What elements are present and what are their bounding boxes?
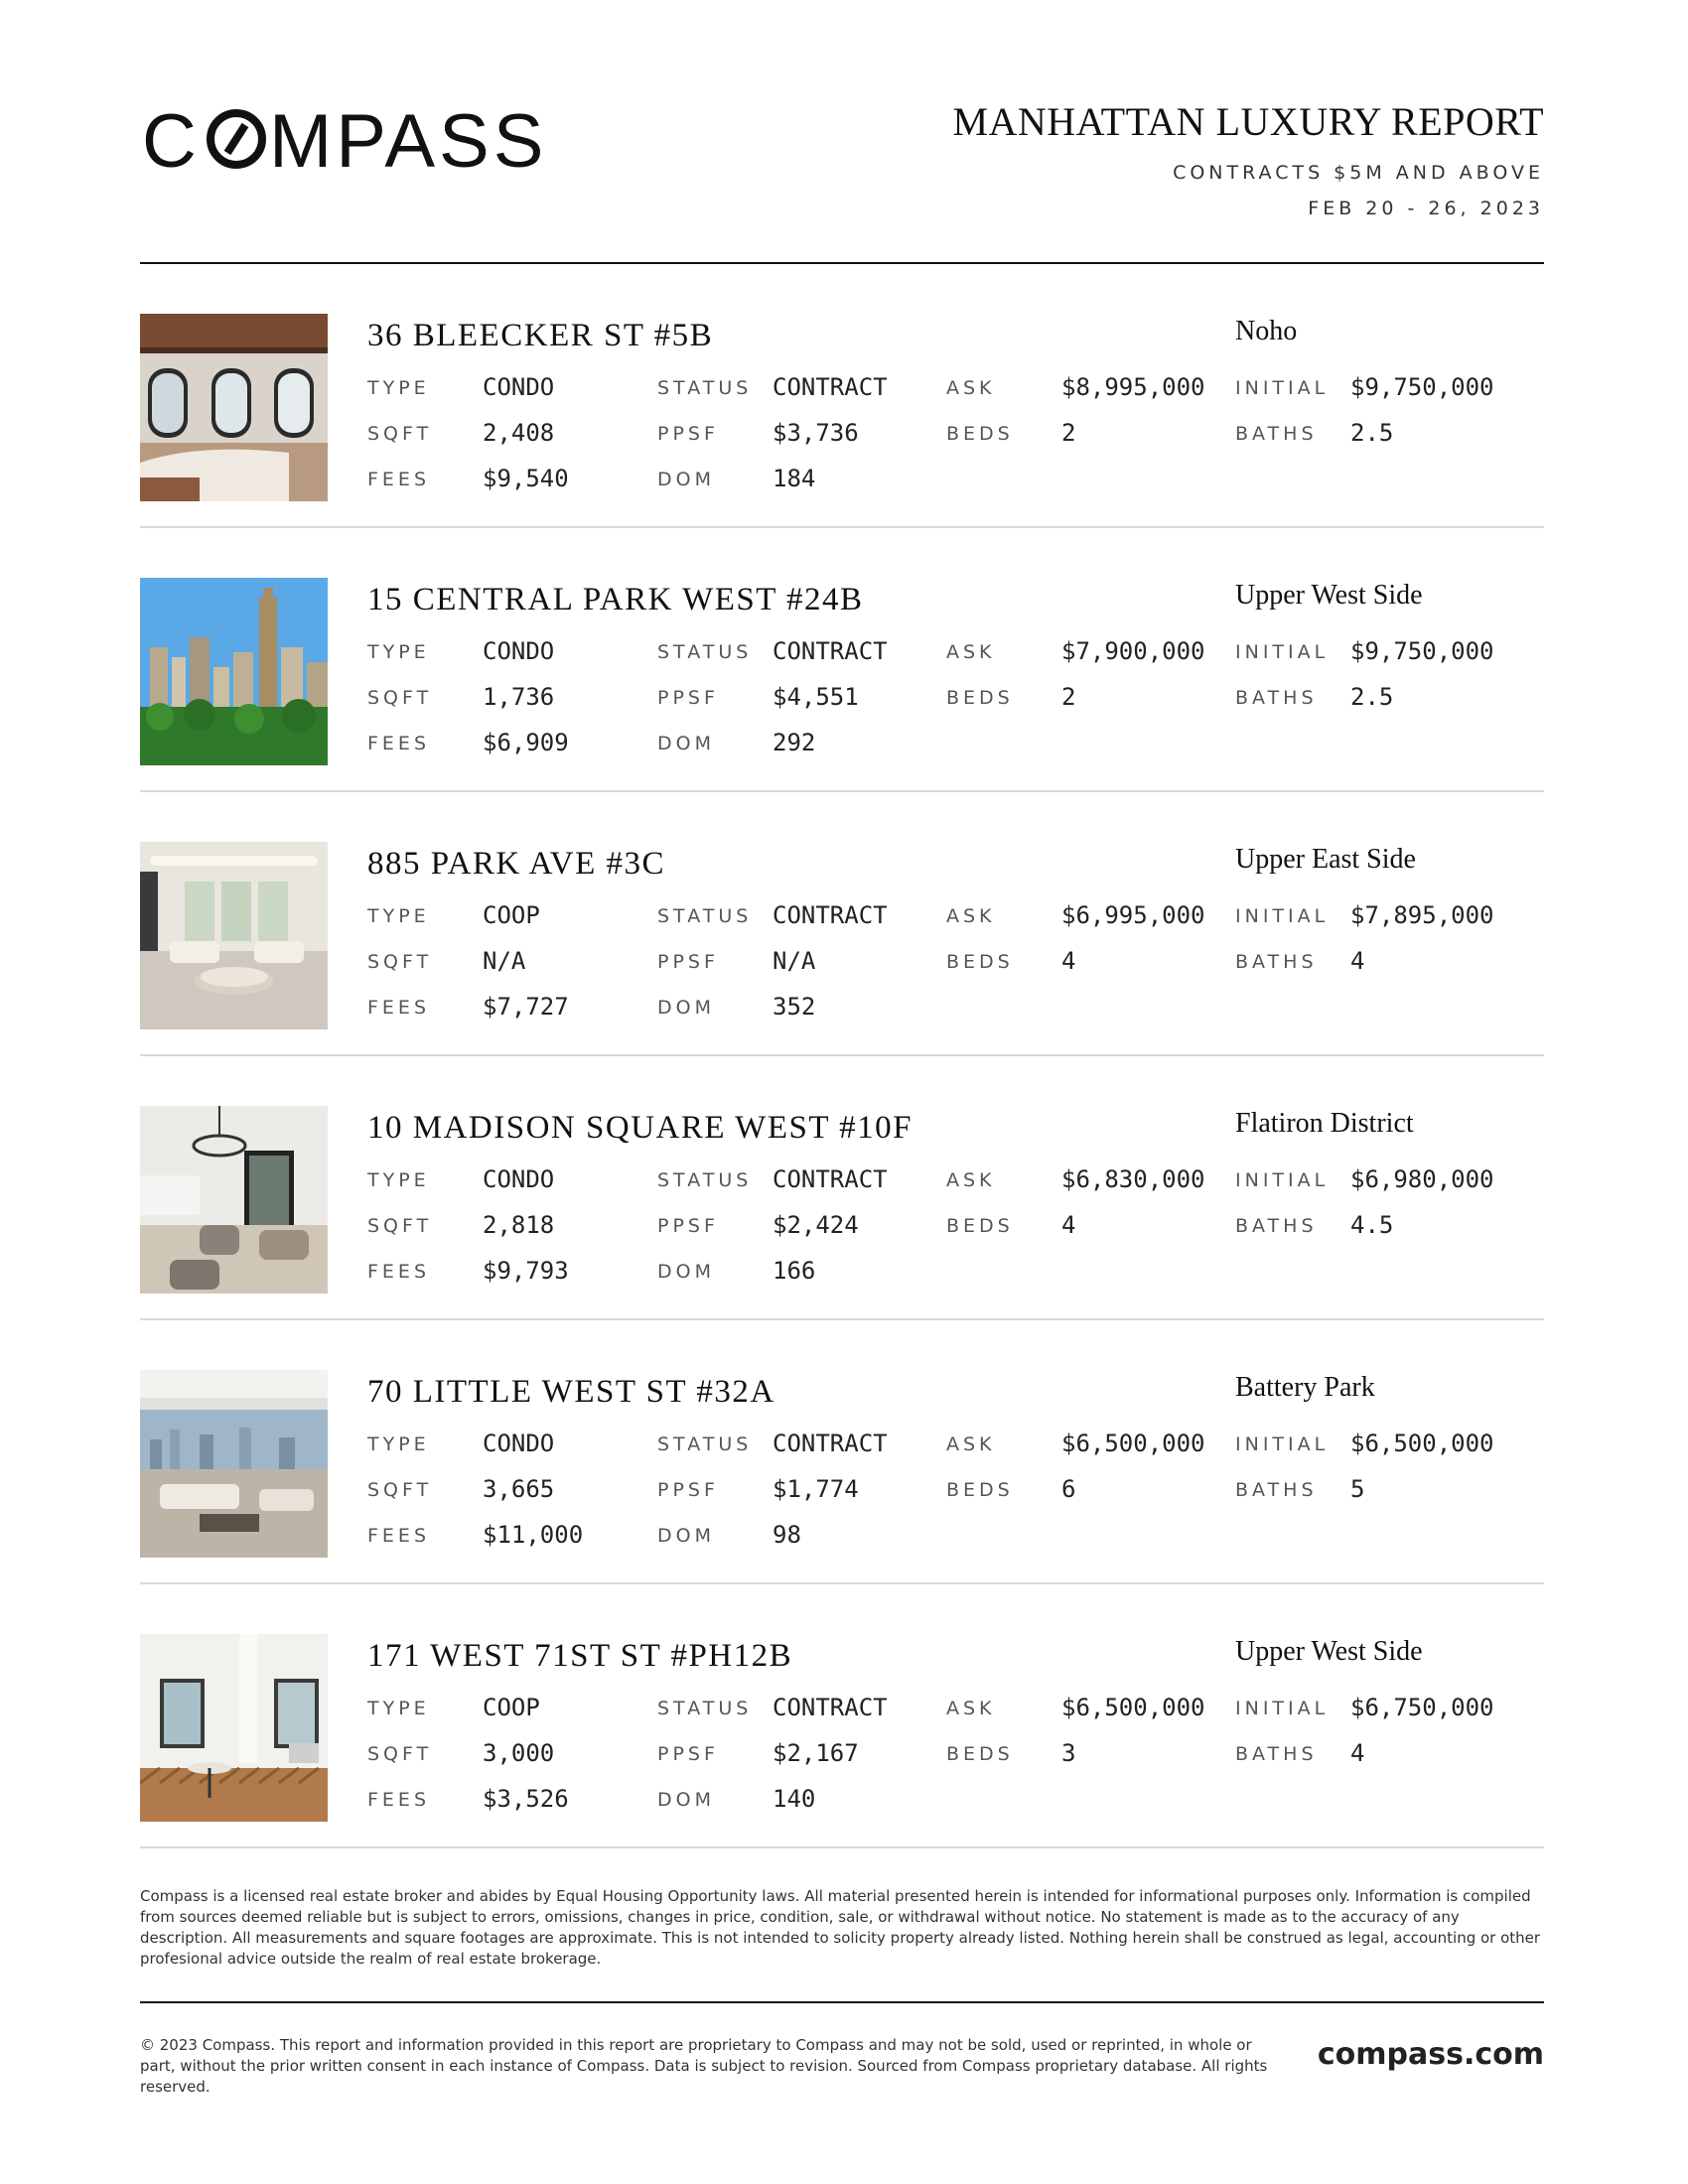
label-initial: INITIAL xyxy=(1235,1169,1330,1191)
value-fees: $7,727 xyxy=(483,993,569,1021)
listing-photo xyxy=(140,1106,328,1294)
listing-photo xyxy=(140,1634,328,1822)
value-dom: 184 xyxy=(773,465,816,492)
label-beds: BEDS xyxy=(946,1743,1014,1765)
value-dom: 292 xyxy=(773,729,816,756)
value-ask: $6,500,000 xyxy=(1061,1694,1205,1721)
value-ask: $7,900,000 xyxy=(1061,637,1205,665)
value-fees: $3,526 xyxy=(483,1785,569,1813)
value-dom: 352 xyxy=(773,993,816,1021)
value-sqft: 3,665 xyxy=(483,1475,555,1503)
label-dom: DOM xyxy=(657,1525,715,1547)
label-type: TYPE xyxy=(367,377,430,399)
label-ppsf: PPSF xyxy=(657,423,719,445)
value-status: CONTRACT xyxy=(773,901,888,929)
value-ppsf: $2,424 xyxy=(773,1211,859,1239)
listing-photo-image xyxy=(140,578,328,765)
label-ppsf: PPSF xyxy=(657,1479,719,1501)
label-type: TYPE xyxy=(367,641,430,663)
label-beds: BEDS xyxy=(946,951,1014,973)
value-fees: $11,000 xyxy=(483,1521,584,1549)
label-status: STATUS xyxy=(657,1169,753,1191)
value-sqft: 2,818 xyxy=(483,1211,555,1239)
value-initial: $6,980,000 xyxy=(1350,1165,1494,1193)
value-beds: 4 xyxy=(1061,1211,1076,1239)
listing-row xyxy=(140,528,1544,792)
value-beds: 2 xyxy=(1061,683,1076,711)
listing-row xyxy=(140,1584,1544,1848)
value-baths: 4.5 xyxy=(1350,1211,1394,1239)
label-beds: BEDS xyxy=(946,1479,1014,1501)
listing-address: 10 MADISON SQUARE WEST #10F xyxy=(367,1110,914,1146)
label-ask: ASK xyxy=(946,1698,996,1719)
compass-logo-rest: MPASS xyxy=(269,99,548,174)
listing-address: 885 PARK AVE #3C xyxy=(367,846,666,882)
label-baths: BATHS xyxy=(1235,687,1318,709)
listing-photo-image xyxy=(140,1634,328,1822)
listing-address: 70 LITTLE WEST ST #32A xyxy=(367,1374,775,1410)
value-beds: 3 xyxy=(1061,1739,1076,1767)
listing-photo xyxy=(140,578,328,765)
label-dom: DOM xyxy=(657,1261,715,1283)
listing-neighborhood: Upper East Side xyxy=(1235,844,1416,875)
report-date-range: FEB 20 - 26, 2023 xyxy=(1308,198,1544,219)
value-baths: 4 xyxy=(1350,947,1365,975)
value-ask: $8,995,000 xyxy=(1061,373,1205,401)
value-fees: $9,540 xyxy=(483,465,569,492)
label-initial: INITIAL xyxy=(1235,1433,1330,1455)
value-dom: 166 xyxy=(773,1257,816,1285)
value-sqft: 1,736 xyxy=(483,683,555,711)
value-baths: 2.5 xyxy=(1350,419,1394,447)
label-ppsf: PPSF xyxy=(657,687,719,709)
value-sqft: N/A xyxy=(483,947,526,975)
value-ask: $6,830,000 xyxy=(1061,1165,1205,1193)
label-baths: BATHS xyxy=(1235,1215,1318,1237)
value-sqft: 2,408 xyxy=(483,419,555,447)
label-baths: BATHS xyxy=(1235,423,1318,445)
value-initial: $6,500,000 xyxy=(1350,1430,1494,1457)
value-ppsf: $2,167 xyxy=(773,1739,859,1767)
label-type: TYPE xyxy=(367,1433,430,1455)
value-ask: $6,995,000 xyxy=(1061,901,1205,929)
listing-photo-image xyxy=(140,314,328,501)
report-subtitle: CONTRACTS $5M AND ABOVE xyxy=(1173,162,1544,184)
value-ppsf: $3,736 xyxy=(773,419,859,447)
value-status: CONTRACT xyxy=(773,1694,888,1721)
label-baths: BATHS xyxy=(1235,1479,1318,1501)
label-status: STATUS xyxy=(657,1433,753,1455)
listing-row xyxy=(140,1056,1544,1320)
label-sqft: SQFT xyxy=(367,951,433,973)
listing-row xyxy=(140,792,1544,1056)
label-dom: DOM xyxy=(657,997,715,1019)
value-ppsf: $1,774 xyxy=(773,1475,859,1503)
label-type: TYPE xyxy=(367,1169,430,1191)
listing-address: 15 CENTRAL PARK WEST #24B xyxy=(367,582,864,617)
label-status: STATUS xyxy=(657,905,753,927)
label-fees: FEES xyxy=(367,733,430,754)
label-fees: FEES xyxy=(367,1525,430,1547)
label-fees: FEES xyxy=(367,469,430,490)
value-type: CONDO xyxy=(483,1165,555,1193)
footer-divider xyxy=(140,2001,1544,2003)
value-ask: $6,500,000 xyxy=(1061,1430,1205,1457)
report-title: MANHATTAN LUXURY REPORT xyxy=(952,99,1544,144)
label-fees: FEES xyxy=(367,997,430,1019)
listing-photo-image xyxy=(140,1106,328,1294)
value-baths: 4 xyxy=(1350,1739,1365,1767)
value-type: COOP xyxy=(483,901,540,929)
value-initial: $6,750,000 xyxy=(1350,1694,1494,1721)
label-ask: ASK xyxy=(946,1169,996,1191)
label-ask: ASK xyxy=(946,1433,996,1455)
listing-neighborhood: Flatiron District xyxy=(1235,1108,1414,1139)
label-type: TYPE xyxy=(367,1698,430,1719)
value-initial: $7,895,000 xyxy=(1350,901,1494,929)
legal-disclaimer: Compass is a licensed real estate broker and abides by Equal Housing Opportunity laws. All material presented herein is intended for informational purposes only. Information is compiled from sources deemed reliable but is subject to errors, omissions, changes in price, condition, sale, or withdrawal without notice. No statement is made as to the accuracy of any description. All measurements and square footages are approximate. This is not intended to solicity property already listed. Nothing herein shall be construed as legal, accounting or other profesional advice outside the realm of real estate brokerage. xyxy=(140,1887,1541,1968)
report-header xyxy=(952,97,1544,220)
compass-logo-mark xyxy=(142,99,569,174)
label-initial: INITIAL xyxy=(1235,1698,1330,1719)
listing-photo-image xyxy=(140,1370,328,1558)
label-baths: BATHS xyxy=(1235,951,1318,973)
listing-row xyxy=(140,1320,1544,1584)
listings-list xyxy=(140,264,1544,1848)
value-ppsf: $4,551 xyxy=(773,683,859,711)
listing-neighborhood: Upper West Side xyxy=(1235,1636,1423,1667)
compass-logo xyxy=(142,99,569,174)
label-baths: BATHS xyxy=(1235,1743,1318,1765)
listing-photo xyxy=(140,1370,328,1558)
label-beds: BEDS xyxy=(946,1215,1014,1237)
value-dom: 98 xyxy=(773,1521,801,1549)
label-status: STATUS xyxy=(657,641,753,663)
label-status: STATUS xyxy=(657,377,753,399)
label-initial: INITIAL xyxy=(1235,641,1330,663)
value-sqft: 3,000 xyxy=(483,1739,555,1767)
listing-address: 36 BLEECKER ST #5B xyxy=(367,318,714,353)
label-ask: ASK xyxy=(946,905,996,927)
value-beds: 6 xyxy=(1061,1475,1076,1503)
label-sqft: SQFT xyxy=(367,1743,433,1765)
value-baths: 2.5 xyxy=(1350,683,1394,711)
listing-row xyxy=(140,264,1544,528)
label-ppsf: PPSF xyxy=(657,951,719,973)
value-type: CONDO xyxy=(483,373,555,401)
value-fees: $6,909 xyxy=(483,729,569,756)
value-status: CONTRACT xyxy=(773,637,888,665)
label-status: STATUS xyxy=(657,1698,753,1719)
label-dom: DOM xyxy=(657,1789,715,1811)
listing-address: 171 WEST 71ST ST #PH12B xyxy=(367,1638,793,1674)
listing-neighborhood: Upper West Side xyxy=(1235,580,1423,611)
value-baths: 5 xyxy=(1350,1475,1365,1503)
label-ask: ASK xyxy=(946,377,996,399)
label-sqft: SQFT xyxy=(367,423,433,445)
label-sqft: SQFT xyxy=(367,1215,433,1237)
value-beds: 4 xyxy=(1061,947,1076,975)
label-initial: INITIAL xyxy=(1235,377,1330,399)
label-sqft: SQFT xyxy=(367,1479,433,1501)
label-dom: DOM xyxy=(657,469,715,490)
value-initial: $9,750,000 xyxy=(1350,373,1494,401)
label-ask: ASK xyxy=(946,641,996,663)
label-type: TYPE xyxy=(367,905,430,927)
value-initial: $9,750,000 xyxy=(1350,637,1494,665)
listing-photo xyxy=(140,314,328,501)
copyright-notice: © 2023 Compass. This report and information provided in this report are proprietary to Compass and may not be sold, used or reprinted, in whole or part, without the prior written consent in each instance of Compass. Data is subject to revision. Sourced from Compass proprietary database. All rights reserved. xyxy=(140,2036,1268,2096)
listing-photo xyxy=(140,842,328,1029)
label-ppsf: PPSF xyxy=(657,1215,719,1237)
value-fees: $9,793 xyxy=(483,1257,569,1285)
label-beds: BEDS xyxy=(946,687,1014,709)
label-fees: FEES xyxy=(367,1261,430,1283)
value-dom: 140 xyxy=(773,1785,816,1813)
label-sqft: SQFT xyxy=(367,687,433,709)
value-status: CONTRACT xyxy=(773,1430,888,1457)
compass-logo-c: C xyxy=(142,99,197,174)
website-link[interactable]: compass.com xyxy=(1317,2037,1544,2072)
value-ppsf: N/A xyxy=(773,947,816,975)
label-fees: FEES xyxy=(367,1789,430,1811)
value-type: COOP xyxy=(483,1694,540,1721)
value-beds: 2 xyxy=(1061,419,1076,447)
compass-logo-o-needle xyxy=(227,125,245,153)
label-initial: INITIAL xyxy=(1235,905,1330,927)
label-dom: DOM xyxy=(657,733,715,754)
listing-neighborhood: Noho xyxy=(1235,316,1298,346)
listing-neighborhood: Battery Park xyxy=(1235,1372,1375,1403)
label-beds: BEDS xyxy=(946,423,1014,445)
value-type: CONDO xyxy=(483,1430,555,1457)
label-ppsf: PPSF xyxy=(657,1743,719,1765)
listing-photo-image xyxy=(140,842,328,1029)
value-type: CONDO xyxy=(483,637,555,665)
value-status: CONTRACT xyxy=(773,373,888,401)
value-status: CONTRACT xyxy=(773,1165,888,1193)
